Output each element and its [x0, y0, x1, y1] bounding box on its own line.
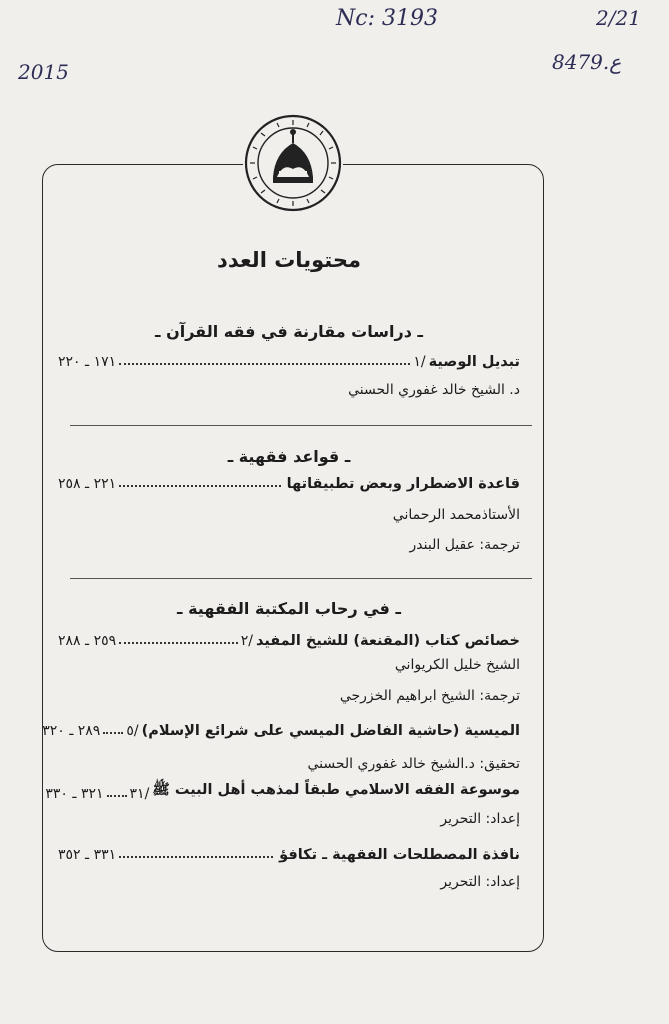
entry-pages: ١٧١ ـ ٢٢٠ — [58, 354, 117, 370]
handwritten-corner-note: 2/21 — [596, 6, 641, 30]
entry-translator: ترجمة: الشيخ ابراهيم الخزرجي — [339, 688, 520, 704]
entry-title: نافذة المصطلحات الفقهية ـ تكافؤ — [279, 847, 520, 863]
entry-title: موسوعة الفقه الاسلامي طبقاً لمذهب أهل البيت ﷺ — [152, 782, 520, 798]
entry-pages: ٢٢١ ـ ٢٥٨ — [58, 476, 117, 492]
entry-volume: /١ — [413, 354, 426, 370]
dot-leader — [119, 642, 238, 644]
entry-editor: تحقيق: د.الشيخ خالد غفوري الحسني — [307, 756, 520, 772]
entry-volume: /٣١ — [129, 786, 150, 802]
entry-editor: إعداد: التحرير — [440, 874, 520, 890]
dot-leader — [119, 485, 281, 487]
handwritten-catalog-number: Nc: 3193 — [336, 6, 438, 31]
entry-pages: ٣٢١ ـ ٣٣٠ — [45, 786, 104, 802]
dot-leader — [119, 363, 410, 365]
dot-leader — [107, 795, 127, 797]
entry-title: الميسية (حاشية الفاضل الميسي على شرائع الإسلام) — [141, 723, 520, 739]
entry-title: خصائص كتاب (المقنعة) للشيخ المفيد — [255, 633, 520, 649]
section-heading-jurisprudence-rules: ـ قواعد فقهية ـ — [227, 447, 351, 466]
toc-entry — [58, 627, 520, 649]
entry-author: الأستاذمحمد الرحماني — [392, 507, 520, 523]
entry-translator: ترجمة: عقيل البندر — [409, 537, 520, 553]
dot-leader — [103, 732, 123, 734]
section-divider — [70, 425, 532, 426]
entry-pages: ٣٣١ ـ ٣٥٢ — [58, 847, 117, 863]
entry-pages: ٢٨٩ ـ ٣٢٠ — [42, 723, 101, 739]
entry-volume: /٥ — [126, 723, 139, 739]
entry-author: الشيخ خليل الكريواني — [394, 657, 520, 673]
section-heading-jurisprudence-library: ـ في رحاب المكتبة الفقهية ـ — [177, 599, 401, 618]
toc-entry — [58, 841, 520, 863]
handwritten-code: 8479.ع — [552, 50, 622, 74]
dot-leader — [119, 856, 273, 858]
entry-pages: ٢٥٩ ـ ٢٨٨ — [58, 633, 117, 649]
handwritten-year: 2015 — [18, 60, 69, 84]
section-divider — [70, 578, 532, 579]
entry-title: تبديل الوصية — [428, 354, 520, 370]
page-title: محتويات العدد — [217, 248, 361, 272]
section-heading-quranic-studies: ـ دراسات مقارنة في فقه القرآن ـ — [155, 322, 423, 341]
toc-entry — [58, 470, 520, 492]
entry-volume: /٢ — [240, 633, 253, 649]
toc-entry — [58, 348, 520, 370]
entry-author: د. الشيخ خالد غفوري الحسني — [348, 382, 520, 398]
institution-seal-icon — [243, 113, 343, 213]
entry-title: قاعدة الاضطرار وبعض تطبيقاتها — [286, 476, 520, 492]
toc-entry — [45, 780, 520, 802]
contents-frame — [42, 164, 544, 952]
entry-editor: إعداد: التحرير — [440, 811, 520, 827]
toc-entry — [42, 717, 520, 739]
